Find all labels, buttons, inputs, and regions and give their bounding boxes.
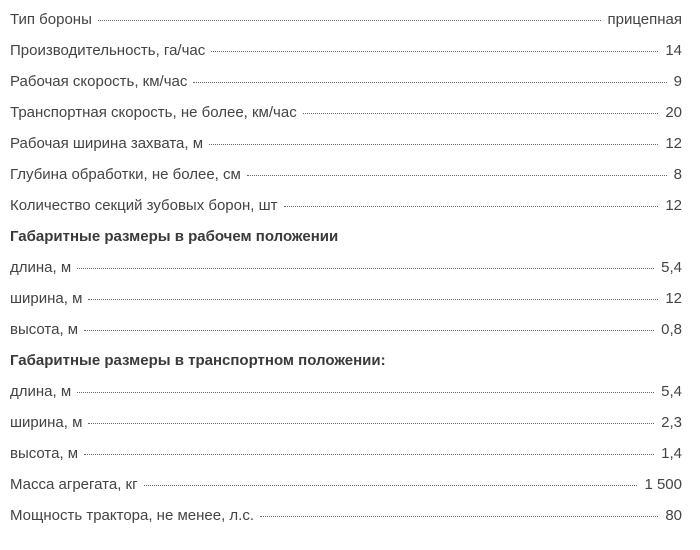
spec-row-transport-height	[10, 445, 682, 476]
section-heading-working: Габаритные размеры в рабочем положении	[10, 228, 339, 245]
dot-leader	[260, 516, 658, 517]
dot-leader	[211, 51, 658, 52]
dot-leader	[209, 144, 658, 145]
dot-leader	[247, 175, 667, 176]
spec-row-productivity	[10, 42, 682, 73]
spec-value: 12	[665, 135, 682, 152]
spec-value: 8	[673, 166, 682, 183]
spec-label: Рабочая скорость, км/час	[10, 73, 188, 90]
spec-row-working-width-dim	[10, 290, 682, 321]
spec-row-working-height	[10, 321, 682, 352]
spec-label: Масса агрегата, кг	[10, 476, 138, 493]
spec-value: 80	[665, 507, 682, 524]
dot-leader	[77, 392, 654, 393]
spec-value: 1,4	[661, 445, 682, 462]
spec-row-sections	[10, 197, 682, 228]
dot-leader	[284, 206, 659, 207]
spec-row-mass	[10, 476, 682, 507]
spec-value: 9	[673, 73, 682, 90]
dot-leader	[88, 423, 654, 424]
dot-leader	[98, 20, 601, 21]
spec-label: Тип бороны	[10, 11, 92, 28]
spec-label: высота, м	[10, 445, 79, 462]
dot-leader	[144, 485, 638, 486]
spec-value: 1 500	[644, 476, 682, 493]
spec-label: Транспортная скорость, не более, км/час	[10, 104, 297, 121]
spec-label: Производительность, га/час	[10, 42, 206, 59]
spec-row-working-speed	[10, 73, 682, 104]
spec-row-depth	[10, 166, 682, 197]
dot-leader	[77, 268, 654, 269]
spec-label: длина, м	[10, 383, 72, 400]
spec-row-transport-width	[10, 414, 682, 445]
spec-value: 5,4	[661, 383, 682, 400]
dot-leader	[193, 82, 666, 83]
spec-label: ширина, м	[10, 290, 83, 307]
spec-row-transport-length	[10, 383, 682, 414]
dot-leader	[84, 330, 654, 331]
spec-value: 20	[665, 104, 682, 121]
spec-label: ширина, м	[10, 414, 83, 431]
spec-value: прицепная	[607, 11, 682, 28]
spec-label: Глубина обработки, не более, см	[10, 166, 241, 183]
spec-row-transport-speed	[10, 104, 682, 135]
spec-label: длина, м	[10, 259, 72, 276]
spec-label: Мощность трактора, не менее, л.с.	[10, 507, 255, 524]
spec-value: 2,3	[661, 414, 682, 431]
specs-list	[10, 0, 682, 538]
spec-row-working-width	[10, 135, 682, 166]
spec-value: 12	[665, 197, 682, 214]
spec-label: Количество секций зубовых борон, шт	[10, 197, 278, 214]
spec-value: 14	[665, 42, 682, 59]
spec-value: 0,8	[661, 321, 682, 338]
spec-row-harrow-type	[10, 11, 682, 42]
spec-value: 5,4	[661, 259, 682, 276]
spec-value: 12	[665, 290, 682, 307]
section-heading-transport: Габаритные размеры в транспортном положении:	[10, 352, 386, 369]
spec-label: Рабочая ширина захвата, м	[10, 135, 204, 152]
dot-leader	[88, 299, 658, 300]
spec-row-tractor-power	[10, 507, 682, 538]
spec-row-working-length	[10, 259, 682, 290]
spec-label: высота, м	[10, 321, 79, 338]
dot-leader	[84, 454, 654, 455]
dot-leader	[303, 113, 659, 114]
